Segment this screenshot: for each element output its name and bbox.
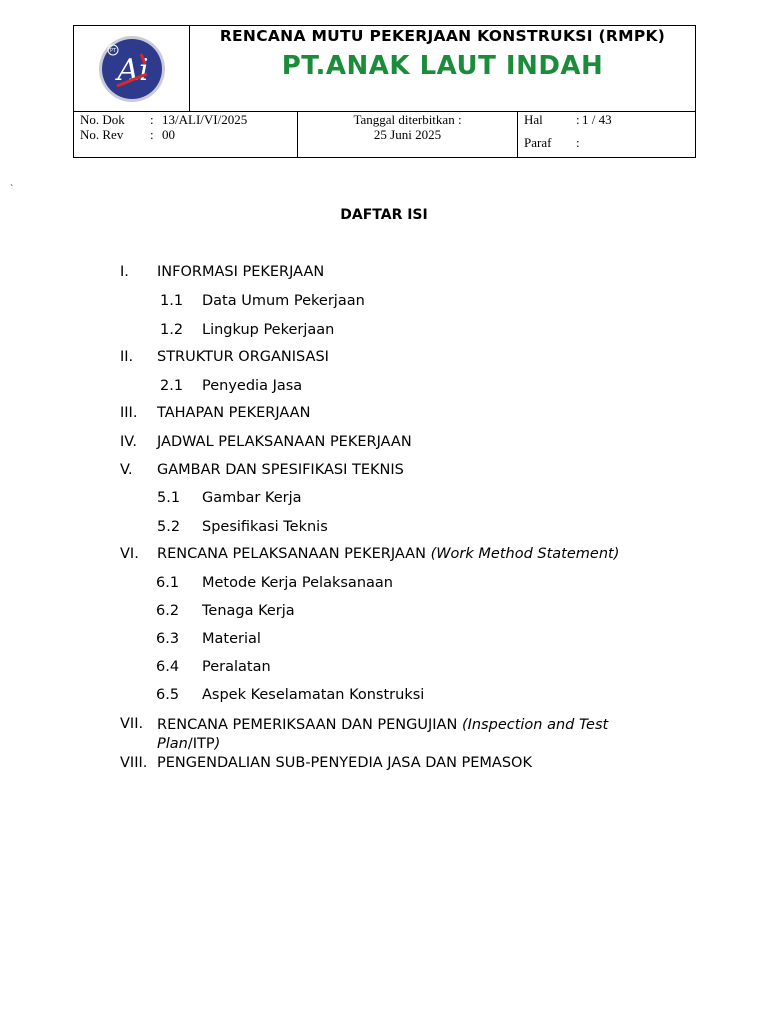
stray-mark: ` (10, 184, 14, 195)
no-rev-label: No. Rev (80, 127, 124, 142)
document-header (73, 25, 696, 158)
no-dok-value: 13/ALI/VI/2025 (162, 112, 248, 127)
paraf-label: Paraf (524, 135, 552, 150)
no-rev-value: 00 (162, 127, 175, 142)
logo-text: Ai (116, 52, 149, 88)
logo-cell (74, 26, 190, 111)
document-info-row (74, 111, 695, 157)
company-logo (97, 34, 167, 104)
page-cell: Hal : 1 / 43 Paraf : (524, 112, 612, 150)
no-dok-label: No. Dok (80, 112, 125, 127)
logo-badge: PT (109, 47, 116, 54)
issue-date-value: 25 Juni 2025 (373, 127, 442, 142)
toc-title: DAFTAR ISI (340, 207, 428, 223)
issue-date-cell (298, 112, 518, 157)
hal-value: 1 / 43 (582, 112, 612, 127)
issue-date-label: Tanggal diterbitkan : (353, 112, 462, 127)
document-title: RENCANA MUTU PEKERJAAN KONSTRUKSI (RMPK) (219, 27, 666, 45)
hal-label: Hal (524, 112, 543, 127)
title-cell (190, 26, 695, 111)
doc-number-cell: No. Dok : 13/ALI/VI/2025 No. Rev : 00 (74, 112, 298, 157)
company-name: PT.ANAK LAUT INDAH (281, 51, 604, 81)
